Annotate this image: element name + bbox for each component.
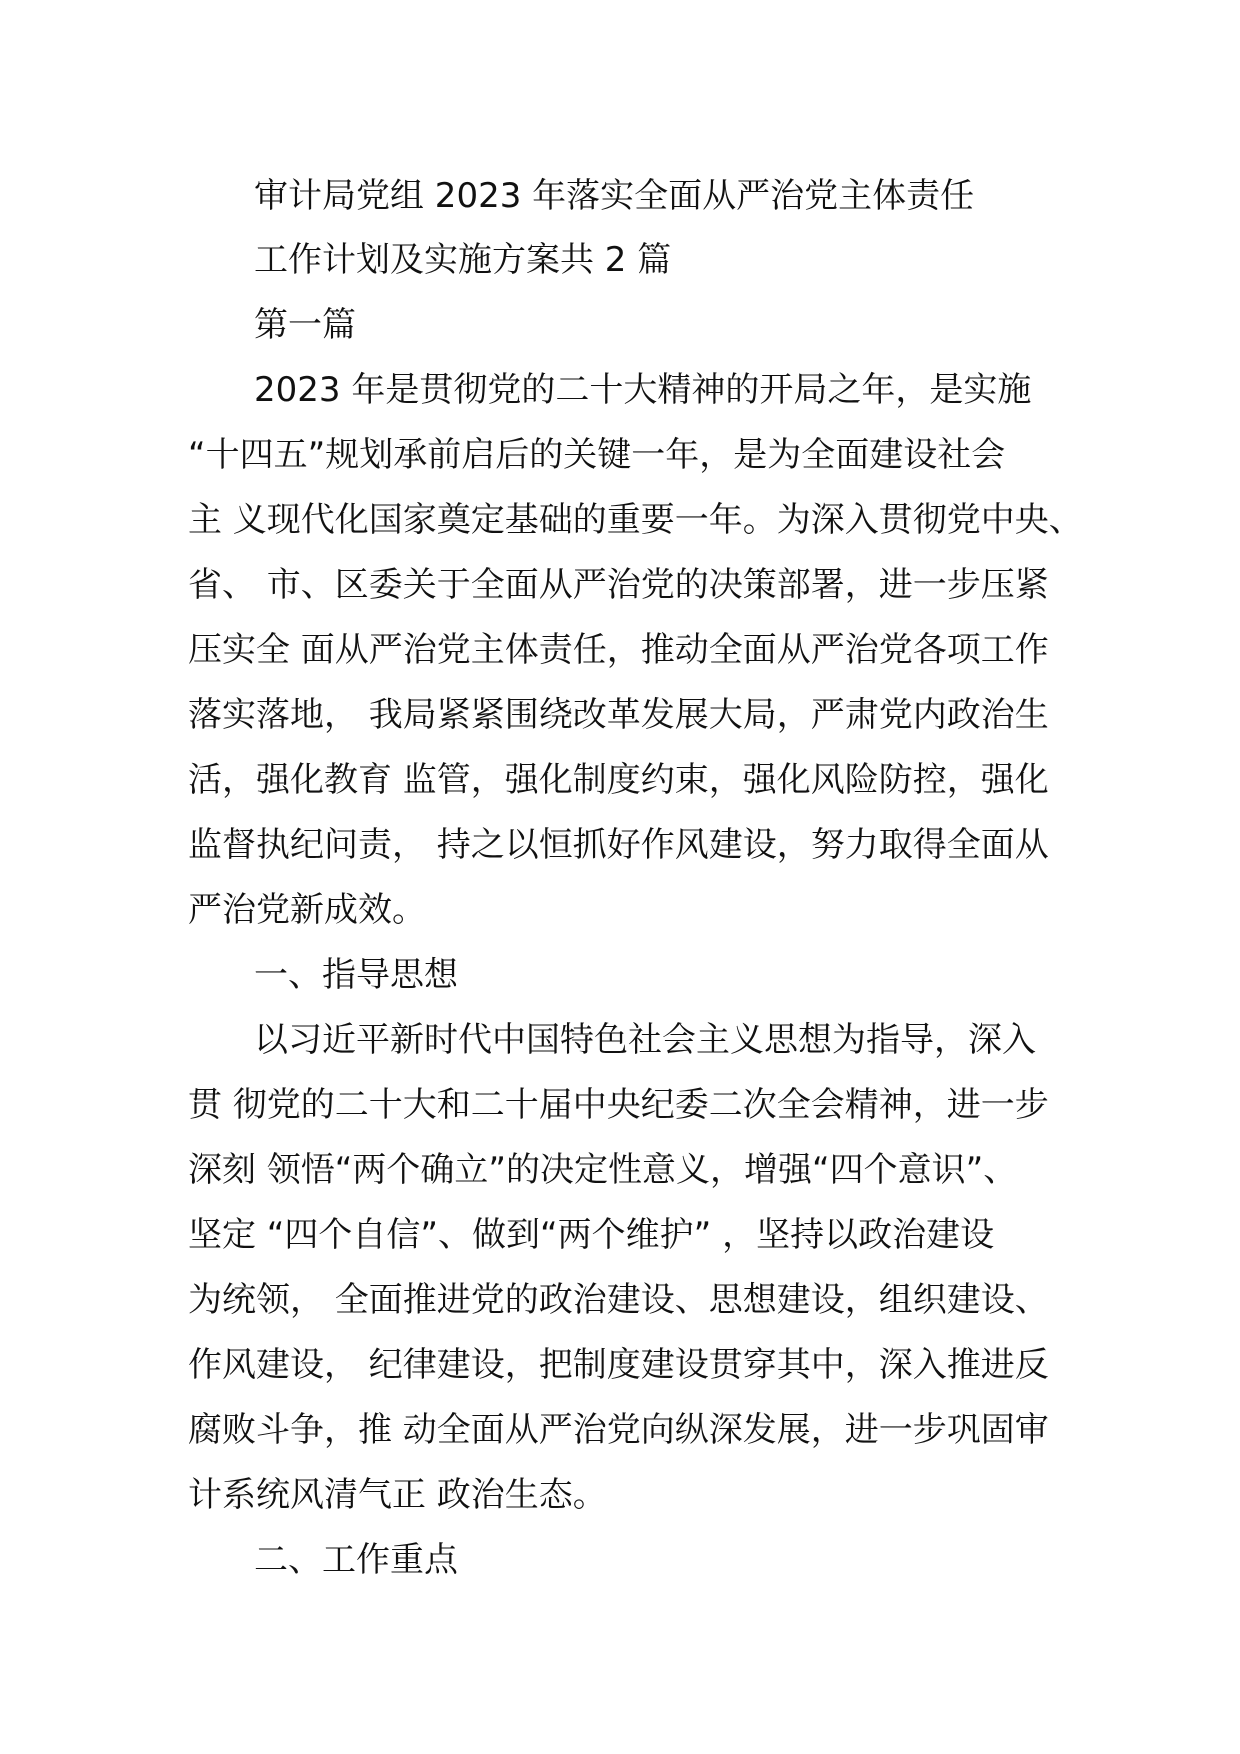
section-heading-2: 二、工作重点 [254, 1540, 458, 1580]
section-1-line: 腐败斗争，推 动全面从严治党向纵深发展，进一步巩固审 [188, 1410, 1049, 1450]
section-1-line: 以习近平新时代中国特色社会主义思想为指导，深入 [254, 1020, 1036, 1060]
section-1-line: 贯 彻党的二十大和二十届中央纪委二次全会精神，进一步 [188, 1085, 1049, 1125]
intro-line: 活，强化教育 监管，强化制度约束，强化风险防控，强化 [188, 760, 1049, 800]
intro-line: 2023 年是贯彻党的二十大精神的开局之年，是实施 [254, 370, 1032, 410]
intro-line: 严治党新成效。 [188, 890, 426, 930]
intro-line: 压实全 面从严治党主体责任，推动全面从严治党各项工作 [188, 630, 1049, 670]
intro-line: 监督执纪问责， 持之以恒抓好作风建设，努力取得全面从 [188, 825, 1049, 865]
section-1-line: 为统领， 全面推进党的政治建设、思想建设，组织建设、 [188, 1280, 1049, 1320]
section-1-line: 坚定 “四个自信”、做到“两个维护” ，坚持以政治建设 [188, 1215, 995, 1255]
intro-line: 省、 市、区委关于全面从严治党的决策部署，进一步压紧 [188, 565, 1049, 605]
intro-line: 落实落地， 我局紧紧围绕改革发展大局，严肃党内政治生 [188, 695, 1049, 735]
section-1-line: 作风建设， 纪律建设，把制度建设贯穿其中，深入推进反 [188, 1345, 1049, 1385]
intro-line: 主 义现代化国家奠定基础的重要一年。为深入贯彻党中央、 [188, 500, 1083, 540]
part-heading: 第一篇 [254, 305, 356, 345]
section-1-line: 计系统风清气正 政治生态。 [188, 1475, 607, 1515]
document-title-line-1: 审计局党组 2023 年落实全面从严治党主体责任 [254, 176, 975, 216]
intro-line: “十四五”规划承前启后的关键一年，是为全面建设社会 [188, 435, 1006, 475]
section-1-line: 深刻 领悟“两个确立”的决定性意义，增强“四个意识”、 [188, 1150, 1018, 1190]
section-heading-1: 一、指导思想 [254, 955, 458, 995]
document-title-line-2: 工作计划及实施方案共 2 篇 [254, 240, 672, 280]
